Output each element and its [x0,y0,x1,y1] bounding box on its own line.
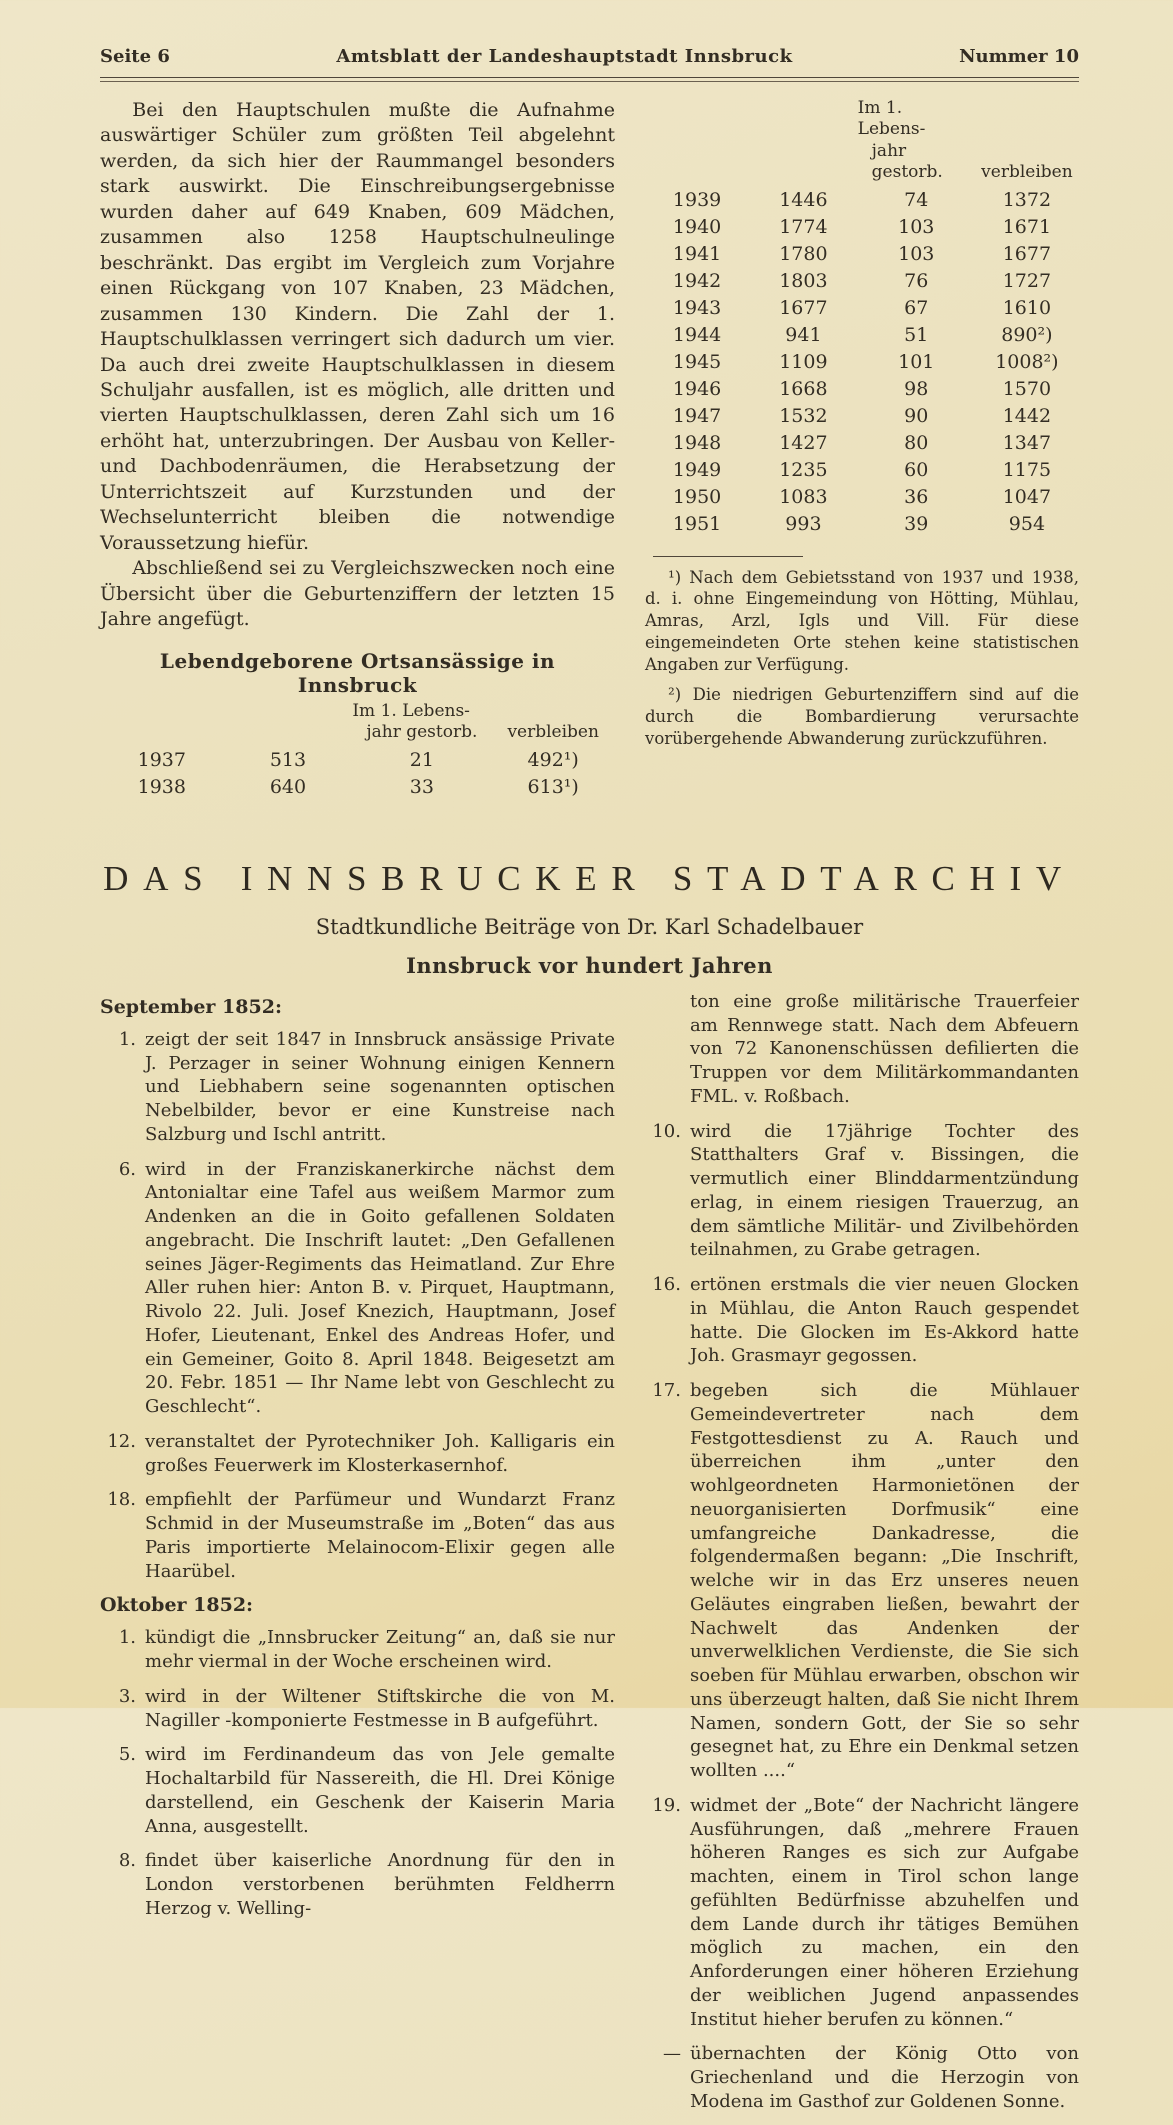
year-cell: 1950 [672,485,722,508]
article-section-heading: Innsbruck vor hundert Jahren [406,952,773,978]
born-cell: 513 [269,749,307,772]
chronicle-item [645,1120,1079,1263]
year-cell: 1943 [672,296,722,319]
born-cell: 1677 [779,296,828,319]
chronicle-item [100,1849,615,1920]
died-cell: 103 [898,242,935,265]
item-text: wird in der Wiltener Stiftskirche die von M. Nagiller -komponierte Festmesse in B aufgeführt. [145,1685,615,1731]
masthead-rule [100,77,1079,82]
table-row [645,484,1079,511]
died-cell: 76 [904,269,929,292]
article-title: DAS INNSBRUCKER STADTARCHIV [103,858,1076,898]
item-number: 19. [652,1794,681,1816]
column-header-remain: verbleiben [507,721,599,742]
remain-cell: 890²) [1001,323,1053,346]
born-cell: 993 [785,512,822,535]
chronicle-item [100,1158,615,1419]
chronicle-item [645,1379,1079,1783]
chronicle-item [645,2042,1079,2113]
item-number: 1. [118,1028,136,1050]
chronicle-right-column [645,990,1079,2125]
remain-cell: 613¹) [527,775,579,798]
chronicle-item [100,1028,615,1147]
died-cell: 21 [409,749,434,772]
table-row [645,457,1079,484]
masthead-title: Amtsblatt der Landeshauptstadt Innsbruck [336,46,793,67]
born-cell: 1427 [779,431,828,454]
chronicle-item [645,1273,1079,1368]
item-number: 1. [118,1627,136,1649]
table-row [645,214,1079,241]
died-cell: 60 [904,458,929,481]
year-cell: 1947 [672,404,722,427]
item-text: ton eine große militärische Trauerfeier am Rennwege statt. Nach dem Abfeuern von 72 Kanonenschüssen defilierten die Truppen vor dem Militärkommandanten FML. v. Roßbach. [690,990,1079,1107]
table-row [645,322,1079,349]
remain-cell: 1175 [1002,458,1052,481]
table-row [645,349,1079,376]
died-cell: 39 [904,512,929,535]
september-items [100,1028,615,1584]
birth-table-header [645,98,1079,183]
chronicle-item [100,1488,615,1583]
remain-cell: 1372 [1002,189,1052,211]
born-cell: 1532 [779,404,828,427]
item-number: 17. [652,1380,681,1402]
table-row [645,241,1079,268]
table-row [100,747,615,774]
year-cell: 1945 [672,350,722,373]
item-number: — [663,2043,681,2065]
born-cell: 1109 [779,350,828,373]
year-cell: 1944 [672,323,722,346]
born-cell: 1668 [779,377,828,400]
item-number: 12. [107,1430,136,1452]
item-text: empfiehlt der Parfümeur und Wundarzt Franz Schmid in der Museumstraße im „Boten“ das aus Paris importierte Melainocom-Elixir gegen alle Haarübel. [145,1489,615,1582]
table-row [100,774,615,801]
item-text: findet über kaiserliche Anordnung für den in London verstorbenen berühmten Feldherrn Herzog v. Welling- [145,1850,615,1919]
column-header-died: Im 1. Lebens- jahr gestorb. [352,700,478,742]
item-text: ertönen erstmals die vier neuen Glocken in Mühlau, die Anton Rauch gespendet hatte. Die Glocken im Es-Akkord hatte Joh. Grasmayr gegossen. [690,1274,1079,1367]
chronicle-item [100,1743,615,1838]
died-cell: 33 [409,775,434,798]
page-number: Seite 6 [100,46,170,67]
intro-paragraph-2: Abschließend sei zu Vergleichszwecken noch eine Übersicht über die Geburtenziffern der letzten 15 Jahre angefügt. [100,557,615,631]
died-cell: 103 [898,215,935,238]
item-number [645,990,681,1109]
birth-table-1937-1938 [100,701,615,801]
item-text: wird die 17jährige Tochter des Statthalters Graf v. Bissingen, die vermutlich einer Blinddarmentzündung erlag, in einem riesigen Trauerzug, an dem sämtliche Militär- und Zivilbehörden teilnahmen, zu Grabe getragen. [690,1120,1079,1261]
statistics-left-column [100,98,615,801]
died-cell: 36 [904,485,929,508]
year-cell: 1938 [137,775,186,798]
remain-cell: 1442 [1002,404,1052,427]
remain-cell: 492¹) [527,749,579,772]
item-text: zeigt der seit 1847 in Innsbruck ansässige Private J. Perzager in seiner Wohnung einigen Kennern und Liebhabern seine sogenannten optischen Nebelbilder, bevor er eine Kunstreise nach Salzburg und Ischl antritt. [145,1028,615,1145]
item-text: begeben sich die Mühlauer Gemeindevertreter nach dem Festgottesdienst zu A. Rauch und überreichen ihm „unter den wohlgeordneten Harmonietönen der neuorganisierten Dorfmusik“ eine umfangreiche Dankadresse, die folgendermaßen begann: „Die Inschrift, welche wir in das Erz unseres neuen Geläutes eingraben ließen, bewahrt der Nachwelt das Andenken der unverwelklichen Verdienste, die Sie sich soeben für Mühlau erwarben, obschon wir uns überzeugt halten, daß Sie nicht Ihrem Namen, sondern Gott, der Sie so sehr gesegnet hat, zu Ehre ein Denkmal setzen wollten ....“ [690,1380,1079,1782]
item-number: 6. [118,1158,136,1180]
died-cell: 98 [904,377,929,400]
item-number: 10. [652,1120,681,1142]
born-cell: 1780 [779,242,828,265]
remain-cell: 1347 [1002,431,1052,454]
item-text: kündigt die „Innsbrucker Zeitung“ an, daß sie nur mehr viermal in der Woche erscheinen wird. [145,1627,615,1673]
year-cell: 1946 [672,377,722,400]
item-text: veranstaltet der Pyrotechniker Joh. Kalligaris ein großes Feuerwerk im Klosterkasernhof. [145,1430,615,1476]
birth-table-1939-1951 [645,98,1079,538]
october-items [100,1626,615,1920]
article-subtitle: Stadtkundliche Beiträge von Dr. Karl Schadelbauer [315,914,864,939]
statistics-section [100,98,1079,801]
year-cell: 1942 [672,269,722,292]
born-cell: 1235 [779,458,828,481]
footnote-2: ²) Die niedrigen Geburtenziffern sind auf die durch die Bombardierung verursachte vorübergehende Abwanderung zurückzuführen. [645,685,1079,748]
remain-cell: 1570 [1002,377,1052,400]
footnote-1: ¹) Nach dem Gebietsstand von 1937 und 1938, d. i. ohne Eingemeindung von Hötting, Mühlau, Amras, Arzl, Igls und Vill. Für diese eingemeindeten Orte stehen keine statistischen Angaben zur Verfügung. [645,567,1079,674]
chronicle-item [100,1430,615,1478]
year-cell: 1939 [672,189,722,211]
birth-table-rows [645,187,1079,538]
born-cell: 1446 [779,189,828,211]
birth-table-header [100,701,615,744]
item-text: wird in der Franziskanerkirche nächst dem Antonialtar eine Tafel aus weißem Marmor zum Andenken an die in Goito gefallenen Soldaten angebracht. Die Inschrift lautet: „Den Gefallenen seines Jäger-Regiments das Heimatland. Zur Ehre Aller ruhen hier: Anton B. v. Pirquet, Hauptmann, Rivolo 22. Juli. Josef Knezich, Hauptmann, Josef Hofer, Lieutenant, Enkel des Andreas Hofer, und ein Gemeiner, Goito 8. April 1848. Beigesetzt am 20. Febr. 1851 — Ihr Name lebt von Geschlecht zu Geschlecht“. [145,1158,615,1418]
birth-table-rows [100,747,615,801]
column-header-remain: verbleiben [981,161,1073,182]
year-cell: 1948 [672,431,722,454]
year-cell: 1951 [672,512,722,535]
remain-cell: 1610 [1002,296,1052,319]
item-number: 5. [118,1744,136,1766]
chronicle-item [100,1626,615,1674]
died-cell: 51 [904,323,929,346]
intro-paragraph-1: Bei den Hauptschulen mußte die Aufnahme auswärtiger Schüler zum größten Teil abgelehnt werden, da sich hier der Raummangel besonders stark auswirkt. Die Einschreibungsergebnisse wurden daher auf 649 Knaben, 609 Mädchen, zusammen also 1258 Hauptschulneulinge beschränkt. Das ergibt im Vergleich zum Vorjahre einen Rückgang von 107 Knaben, 23 Mädchen, zusammen 130 Kindern. Die Zahl der 1. Hauptschulklassen verringert sich dadurch um vier. Da auch drei zweite Hauptschulklassen in diesem Schuljahr ausfallen, ist es möglich, alle dritten und vierten Hauptschulklassen, deren Zahl sich um 16 erhöht hat, unterzubringen. Der Ausbau von Keller- und Dachbodenräumen, die Herabsetzung der Unterrichtszeit auf Kurzstunden und der Wechselunterricht bleiben die notwendige Voraussetzung hiefür. [100,99,615,554]
died-cell: 101 [898,350,935,373]
born-cell: 1774 [779,215,828,238]
chronicle-item-continuation [645,990,1079,1109]
remain-cell: 1727 [1002,269,1052,292]
item-number: 3. [118,1685,136,1707]
item-text: wird im Ferdinandeum das von Jele gemalte Hochaltarbild für Nassereith, die Hl. Drei Könige darstellend, ein Geschenk der Kaiserin Maria Anna, ausgestellt. [145,1744,615,1837]
item-number: 8. [118,1850,136,1872]
died-cell: 74 [904,189,929,211]
month-heading-september: September 1852: [100,995,282,1018]
masthead [100,46,1079,67]
died-cell: 67 [904,296,929,319]
table-row [645,187,1079,214]
birth-table-heading: Lebendgeborene Ortsansässige in Innsbruck [159,648,556,697]
table-row [645,430,1079,457]
table-row [645,376,1079,403]
chronicle-item [645,1794,1079,2032]
remain-cell: 954 [1008,512,1046,535]
chronicle-left-column [100,990,615,2125]
footnote-rule [653,556,803,557]
year-cell: 1941 [672,242,722,265]
born-cell: 941 [785,323,822,346]
item-text: widmet der „Bote“ der Nachricht längere Ausführungen, daß „mehrere Frauen höheren Ranges es sich zur Aufgabe machten, einem in Tirol schon lange gefühlten Bedürfnisse abzuhelfen und dem Lande durch ihr tätiges Bemühen möglich zu machen, ein den Anforderungen einer höheren Erziehung der weiblichen Jugend anpassendes Institut hieher berufen zu können.“ [690,1794,1079,2030]
died-cell: 80 [904,431,929,454]
died-cell: 90 [904,404,929,427]
table-row [645,511,1079,538]
item-number: 16. [652,1274,681,1296]
year-cell: 1937 [137,749,186,772]
table-row [645,403,1079,430]
remain-cell: 1008²) [995,350,1059,373]
october-items-continued [645,1120,1079,2114]
statistics-right-column [645,98,1079,801]
remain-cell: 1671 [1002,215,1052,238]
month-heading-october: Oktober 1852: [100,1594,254,1617]
born-cell: 1803 [779,269,828,292]
issue-number: Nummer 10 [959,46,1079,67]
born-cell: 1083 [779,485,828,508]
table-row [645,268,1079,295]
year-cell: 1940 [672,215,722,238]
chronicle-item [100,1685,615,1733]
item-number: 18. [107,1489,136,1511]
year-cell: 1949 [672,458,722,481]
remain-cell: 1677 [1002,242,1052,265]
chronicle-section [100,990,1079,2125]
table-row [645,295,1079,322]
column-header-died: Im 1. Lebens- jahr gestorb. [857,98,943,182]
born-cell: 640 [269,775,307,798]
remain-cell: 1047 [1002,485,1052,508]
item-text: übernachten der König Otto von Griechenland und die Herzogin von Modena im Gasthof zur Goldenen Sonne. [690,2043,1079,2112]
